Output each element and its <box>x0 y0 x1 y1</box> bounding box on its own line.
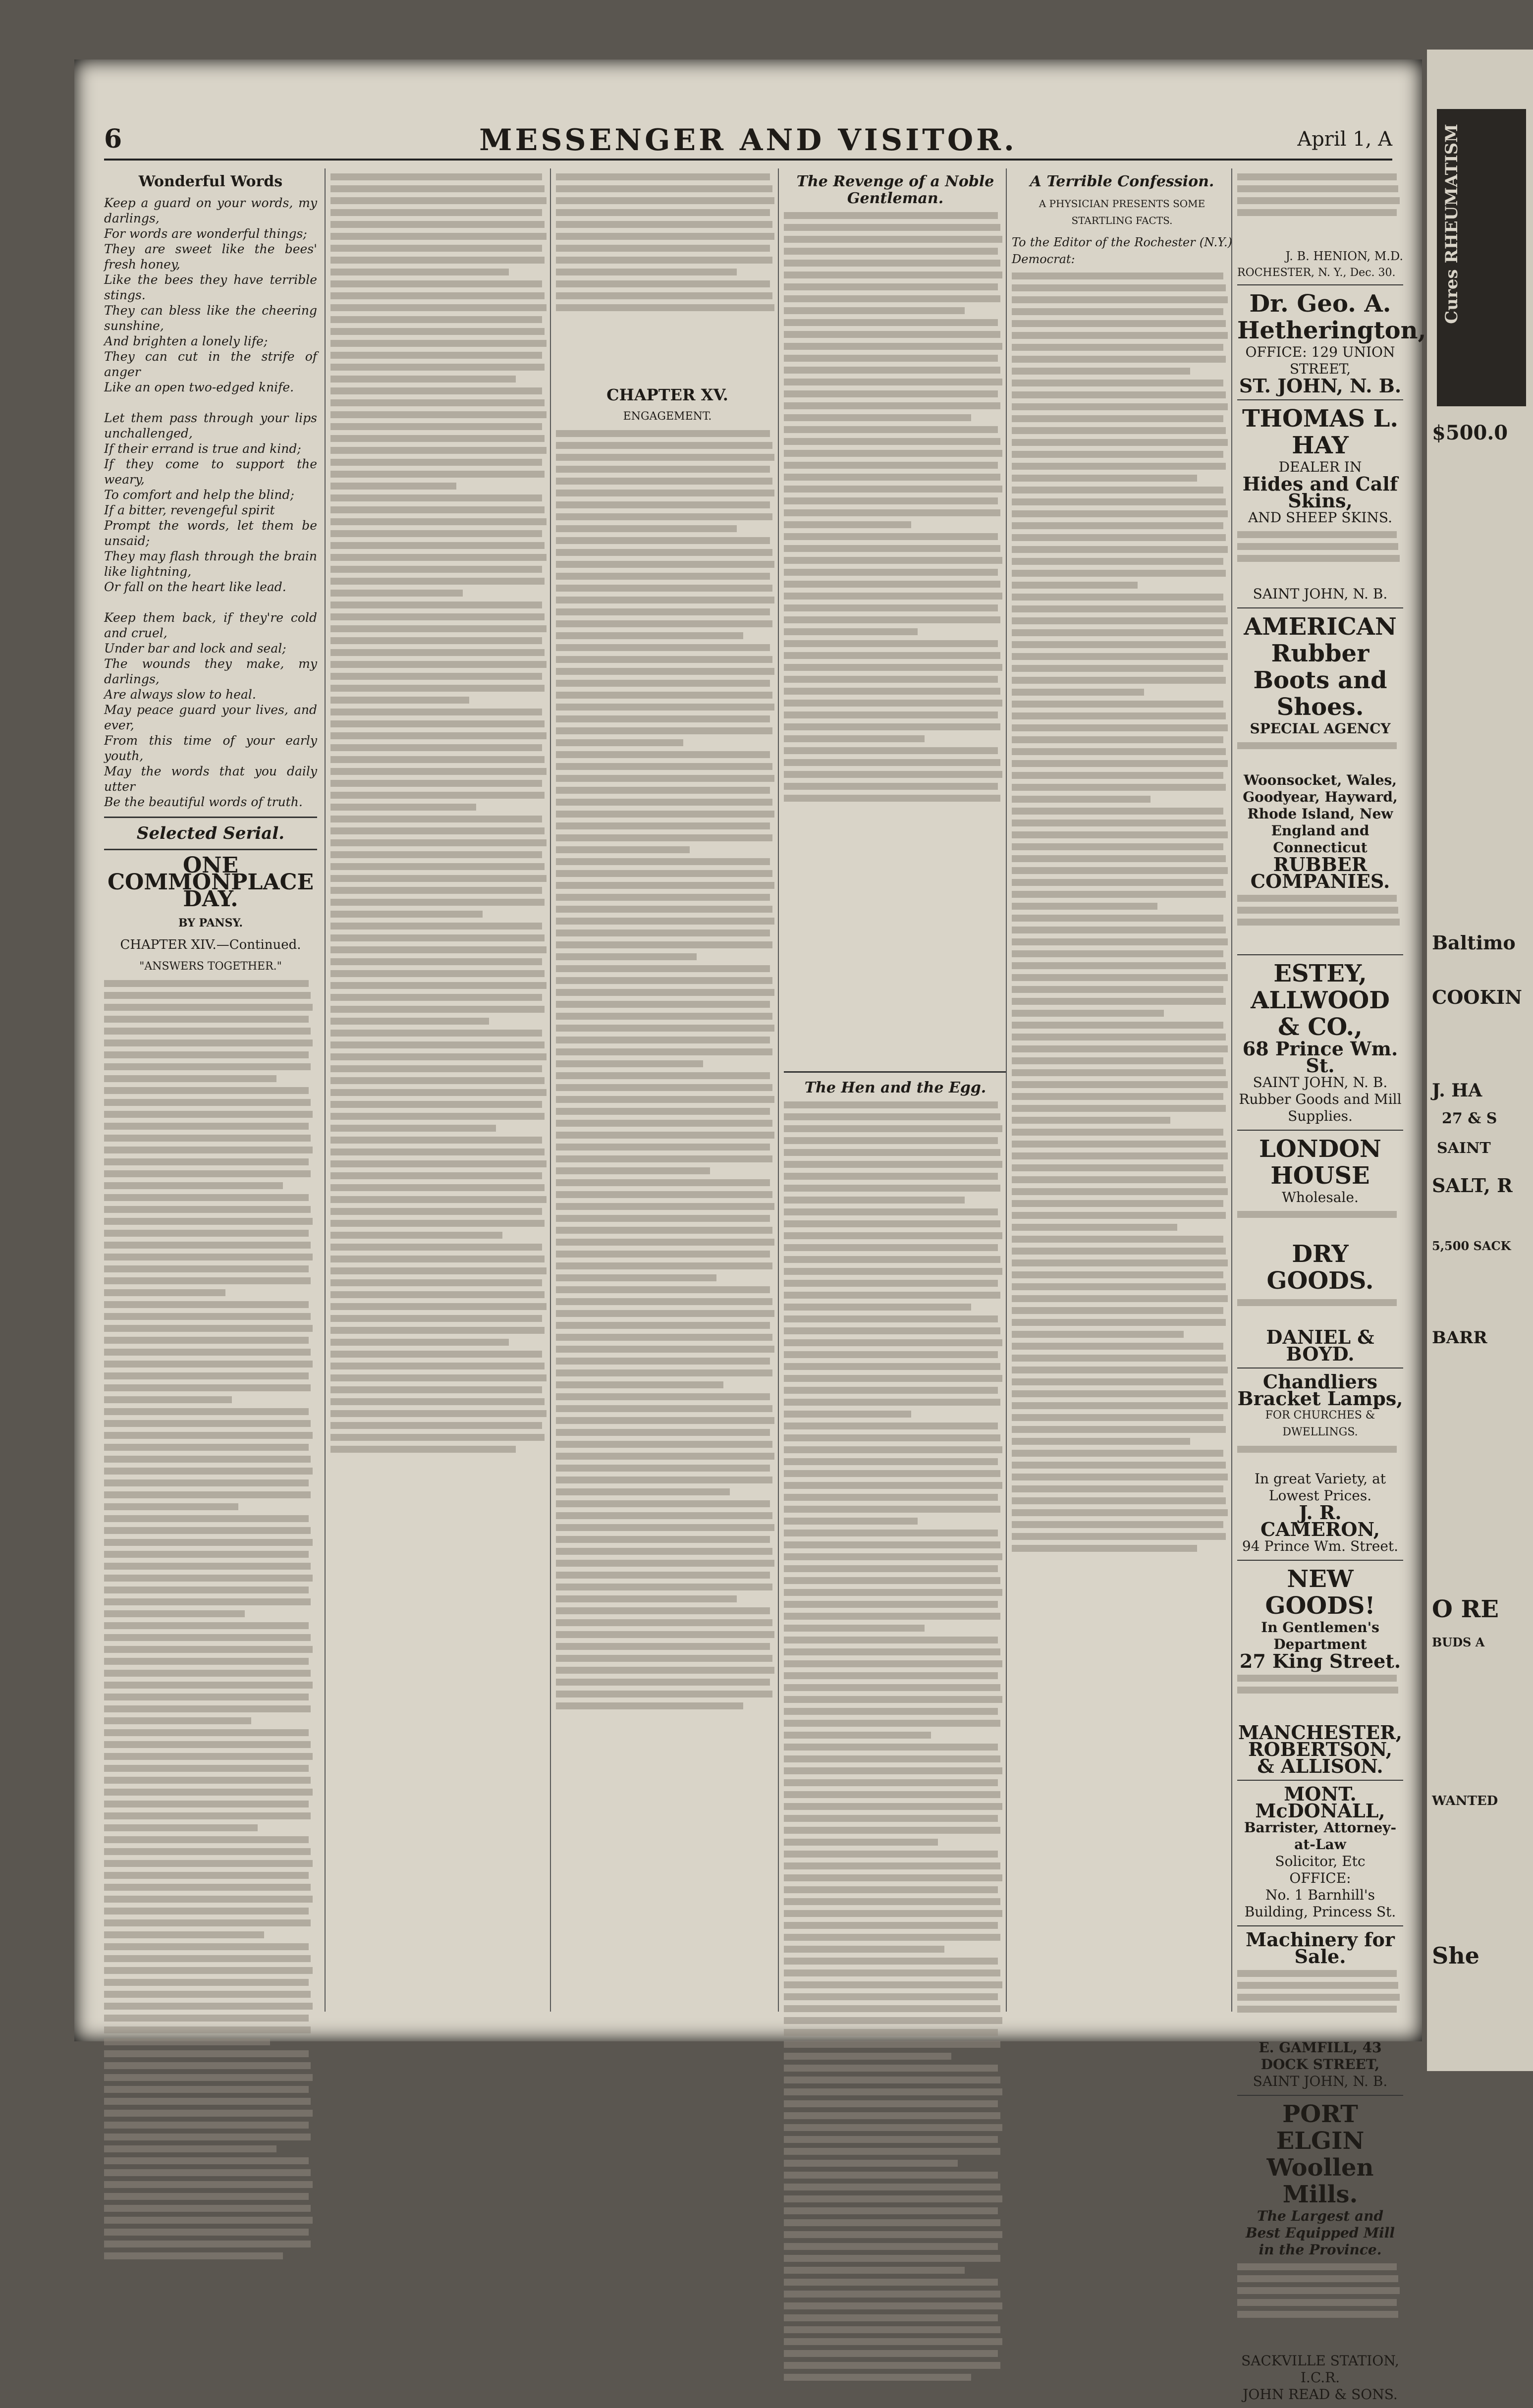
illegible-text-block <box>1012 273 1232 1552</box>
illegible-text-block <box>784 212 1007 1064</box>
ad-line: J. R. CAMERON, <box>1260 1501 1380 1540</box>
ad-line: DRY GOODS. <box>1266 1240 1374 1295</box>
ad-line: OFFICE: <box>1289 1870 1351 1886</box>
illegible-text-block <box>784 1101 1007 2381</box>
page-number: 6 <box>104 124 122 154</box>
neighbor-line: SAINT <box>1437 1140 1491 1157</box>
poem-line: For words are wonderful things; <box>104 226 307 241</box>
illegible-text-block <box>1237 1970 1403 2039</box>
neighbor-line: Baltimo <box>1432 931 1516 954</box>
illegible-text-block <box>1237 1211 1403 1241</box>
ad-line: SAINT JOHN, N. B. <box>1253 2073 1388 2089</box>
column-2 <box>325 168 551 2012</box>
poem-line: They can bless like the cheering sunshine, <box>104 303 317 333</box>
poem-line: If their errand is true and kind; <box>104 441 301 456</box>
illegible-text-block <box>1237 173 1403 248</box>
column-4 <box>778 168 1007 2012</box>
ad-line: AND SHEEP SKINS. <box>1248 509 1393 526</box>
ad-line: 27 King Street. <box>1239 1650 1401 1672</box>
ad-line: Solicitor, Etc <box>1275 1853 1366 1869</box>
ad-line: The Largest and Best Equipped Mill in the Province. <box>1245 2208 1395 2258</box>
neighbor-line: BUDS A <box>1432 1635 1485 1649</box>
illegible-text-block <box>1237 1446 1403 1471</box>
poem-line: Or fall on the heart like lead. <box>104 580 286 594</box>
illegible-text-block <box>104 980 317 2259</box>
divider <box>784 1071 1007 1073</box>
neighbor-line: $500.0 <box>1432 421 1508 444</box>
neighbor-line: O RE <box>1432 1595 1499 1623</box>
poem-line: And brighten a lonely life; <box>104 334 268 348</box>
ad-line: JOHN READ & SONS. <box>1243 2386 1398 2403</box>
neighbor-line: COOKIN <box>1432 986 1522 1008</box>
ad-title: MONT. McDONALL, <box>1255 1783 1385 1822</box>
column-5 <box>1006 168 1232 2012</box>
illegible-text-block <box>1237 1299 1403 1329</box>
ad-machinery <box>1237 1926 1403 2096</box>
letter-salutation: To the Editor of the Rochester (N.Y.) Democrat: <box>1012 235 1232 266</box>
serial-title: ONE COMMONPLACE DAY. <box>107 853 314 912</box>
poem-line: To comfort and help the blind; <box>104 488 294 502</box>
article-subheading: A PHYSICIAN PRESENTS SOME STARTLING FACTS. <box>1039 198 1205 226</box>
poem-line: Be the beautiful words of truth. <box>104 795 303 809</box>
article-heading: The Revenge of a Noble Gentleman. <box>796 173 994 207</box>
ad-title: LONDON HOUSE <box>1259 1135 1381 1190</box>
ad-line: Barrister, Attorney-at-Law <box>1244 1819 1397 1853</box>
chapter-heading: CHAPTER XIV.—Continued. <box>120 937 301 952</box>
divider <box>104 849 317 850</box>
chapter-subheading: "ANSWERS TOGETHER." <box>139 960 282 973</box>
poem-line: The wounds they make, my darlings, <box>104 657 317 686</box>
ad-line: 94 Prince Wm. Street. <box>1242 1538 1399 1554</box>
ad-title: AMERICAN Rubber Boots and Shoes. <box>1244 613 1397 721</box>
ad-line: Rubber Goods and Mill Supplies. <box>1239 1091 1402 1124</box>
ad-line: Wholesale. <box>1282 1189 1359 1205</box>
illegible-text-block <box>556 173 779 382</box>
neighbor-line: 27 & S <box>1442 1110 1497 1127</box>
poem-line: If a bitter, revengeful spirit <box>104 503 275 517</box>
divider <box>104 817 317 818</box>
poem-title: Wonderful Words <box>138 173 283 190</box>
neighbor-line: She <box>1432 1942 1479 1969</box>
neighbor-line: WANTED <box>1432 1794 1498 1808</box>
ad-line: 68 Prince Wm. St. <box>1242 1038 1398 1077</box>
ad-line: SAINT JOHN, N. B. <box>1253 1074 1388 1091</box>
illegible-text-block <box>1237 895 1403 949</box>
ad-title: PORT ELGIN Woollen Mills. <box>1266 2100 1374 2208</box>
article-heading: A Terrible Confession. <box>1030 173 1214 190</box>
illegible-text-block <box>1237 531 1403 586</box>
masthead <box>104 114 1392 161</box>
poem-line: They are sweet like the bees' fresh honey, <box>104 242 317 272</box>
poem-line: Let them pass through your lips unchallenged, <box>104 411 317 440</box>
ad-title: Machinery for Sale. <box>1246 1928 1395 1968</box>
ad-line: Woonsocket, Wales, Goodyear, Hayward, Rhode Island, New England and Connecticut <box>1243 772 1398 856</box>
illegible-text-block <box>330 173 551 1453</box>
ad-london-house <box>1237 1131 1403 1368</box>
illegible-text-block <box>1237 2263 1403 2353</box>
ad-title: Dr. Geo. A. Hetherington, <box>1237 290 1426 344</box>
illegible-text-block <box>1237 1675 1403 1724</box>
ad-thomas-hay <box>1237 400 1403 608</box>
ad-line: SACKVILLE STATION, I.C.R. <box>1241 2353 1399 2386</box>
ad-hetherington <box>1237 285 1426 400</box>
byline: BY PANSY. <box>178 917 243 930</box>
ad-port-elgin <box>1237 2096 1403 2408</box>
section-heading: Selected Serial. <box>136 823 285 843</box>
adjacent-page-edge <box>1427 50 1533 2071</box>
signature-place: ROCHESTER, N. Y., Dec. 30. <box>1237 265 1403 285</box>
poem-line: They may flash through the brain like lightning, <box>104 549 317 579</box>
neighbor-line: Cures RHEUMATISM <box>1442 124 1462 324</box>
ad-line: DANIEL & BOYD. <box>1266 1326 1374 1365</box>
poem-line: Prompt the words, let them be unsaid; <box>104 518 317 548</box>
ad-line: ST. JOHN, N. B. <box>1239 375 1402 397</box>
ad-title: NEW GOODS! <box>1265 1565 1375 1620</box>
column-3 <box>550 168 779 2012</box>
column-1 <box>104 168 317 2012</box>
neighbor-line: 5,500 SACK <box>1432 1239 1511 1253</box>
ad-line: No. 1 Barnhill's Building, Princess St. <box>1244 1887 1396 1920</box>
signature-name: J. B. HENION, M.D. <box>1285 249 1403 263</box>
chapter-heading: CHAPTER XV. <box>606 385 728 404</box>
illegible-text-block <box>1237 742 1403 772</box>
newspaper-page <box>74 59 1426 2403</box>
newspaper-title: MESSENGER AND VISITOR. <box>479 123 1017 158</box>
poem <box>104 195 317 810</box>
ad-line: In great Variety, at Lowest Prices. <box>1254 1471 1386 1504</box>
column-6-advertisements <box>1231 168 1426 2403</box>
poem-line: Like an open two-edged knife. <box>104 380 294 394</box>
ad-chandeliers <box>1237 1368 1403 1561</box>
ad-title: ESTEY, ALLWOOD & CO., <box>1251 960 1390 1041</box>
chapter-subheading: ENGAGEMENT. <box>623 410 712 423</box>
ad-mcdonall <box>1237 1781 1403 1926</box>
ad-estey-allwood <box>1237 955 1403 1131</box>
ad-line: In Gentlemen's Department <box>1261 1619 1379 1652</box>
poem-line: Under bar and lock and seal; <box>104 641 286 656</box>
neighbor-line: BARR <box>1432 1328 1487 1348</box>
poem-line: May the words that you daily utter <box>104 764 317 794</box>
poem-line: They can cut in the strife of anger <box>104 349 317 379</box>
ad-line: RUBBER COMPANIES. <box>1250 853 1390 892</box>
ad-title: Chandliers Bracket Lamps, <box>1237 1370 1403 1410</box>
ad-line: DEALER IN <box>1278 459 1362 475</box>
ad-new-goods <box>1237 1561 1403 1781</box>
ad-line: Hides and Calf Skins, <box>1242 473 1398 512</box>
illegible-text-block <box>556 430 779 1709</box>
ad-line: FOR CHURCHES & DWELLINGS. <box>1265 1409 1375 1438</box>
ad-line: OFFICE: 129 UNION STREET, <box>1245 344 1395 377</box>
poem-line: If they come to support the weary, <box>104 457 317 487</box>
ad-line: SPECIAL AGENCY <box>1250 720 1391 737</box>
poem-line: May peace guard your lives, and ever, <box>104 703 317 732</box>
poem-line: Are always slow to heal. <box>104 687 256 702</box>
ad-line: E. GAMFILL, 43 DOCK STREET, <box>1259 2039 1382 2073</box>
ad-title: THOMAS L. HAY <box>1242 405 1399 459</box>
neighbor-line: SALT, R <box>1432 1174 1513 1197</box>
issue-date: April 1, A <box>1297 128 1392 151</box>
ad-line: SAINT JOHN, N. B. <box>1253 586 1388 602</box>
poem-line: Like the bees they have terrible stings. <box>104 273 317 302</box>
article-heading: The Hen and the Egg. <box>804 1079 986 1096</box>
ad-rubber-boots <box>1237 608 1403 955</box>
ad-line: MANCHESTER, ROBERTSON, & ALLISON. <box>1238 1721 1402 1777</box>
poem-line: From this time of your early youth, <box>104 733 317 763</box>
poem-line: Keep a guard on your words, my darlings, <box>104 196 317 225</box>
poem-line: Keep them back, if they're cold and cruel, <box>104 610 317 640</box>
neighbor-line: J. HA <box>1432 1080 1482 1101</box>
